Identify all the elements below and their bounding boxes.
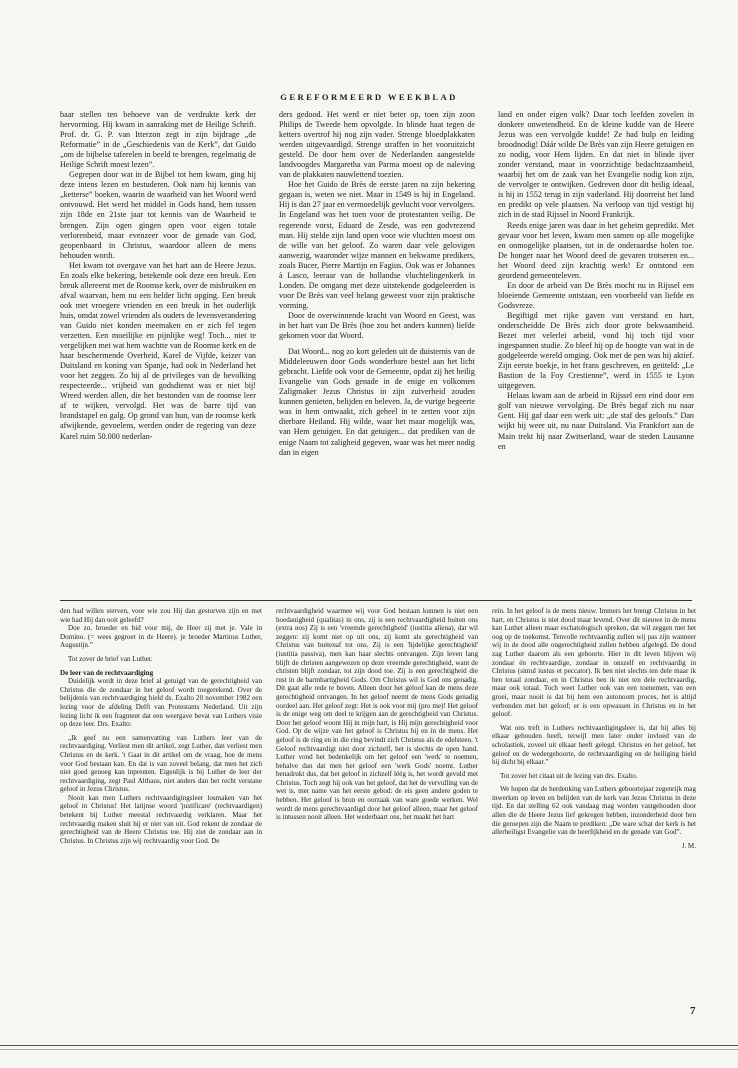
page-edge-line <box>0 1045 738 1046</box>
paragraph: Het kwam tot overgave van het hart aan de Heere Jezus. En zoals elke bekering, betekende ook deze een breuk. Een breuk allereerst met de Roomse kerk, over de misbruiken en afval waarvan, hem nu een helder licht opging. Een breuk ook met vroegere vrienden en een breuk in het ouderlijk huis, omdat zowel vrienden als ouders de levensverandering van Guido niet konden meemaken en er zich fel tegen verzetten. Een moeilijke en pijnlijke weg! Toch... niet te vergelijken met wat hem wachtte van de Roomse kerk en de haar beschermende Overheid, Karel de Vijfde, keizer van Duitsland en koning van Spanje, had ook in Nederland het voor het zeggen. Zo hij al de privileges van de bevolking respecteerde... vrijheid van godsdienst was er niet bij! Wreed werden allen, die het bestonden van de roomse leer af te wijken, vervolgd. Het was de barre tijd van brandstapel en galg. Op grond van hun, van de roomse kerk afwijkende, gevoelens, werden onder de regering van deze Karel ruim 50.000 nederlan- <box>60 260 256 441</box>
paragraph: rein. In het geloof is de mens nieuw. Immers het brengt Christus in het hart, en Christus is niet dood maar levend. Over dit nieuwe in de mens kan Luther alleen maar eschatologisch spreken, dat wil zeggen met het oog op de toekomst. Tenvolle rechtvaardig zullen wij pas zijn wanneer wij in de dood alle ongerechtigheid zullen hebben afgelegd. De dood zag Luther daarom als een geboorte. Hier in dit leven blijven wij zondaar én rechtvaardige, zondaar in onszelf en rechtvaardig in Christus (simul iustus et peccator). Ik ben niet slechts ten dele maar ik ben totaal zondaar, en in Christus ben ik niet ten dele rechtvaardig, maar ook totaal. Toch weet Luther ook van een toenemen, van een groei, maar nooit is dat bij hem een autonoom proces, het is altijd verbonden met het geloof; er is een opwassen in Christus en in het geloof. <box>492 607 696 719</box>
paragraph: ders gedood. Het werd er niet beter op, toen zijn zoon Philips de Tweede hem opvolgde. In blinde haat tegen de ketters overtrof hij nog zijn vader. Strenge bloedplakkaten werden uitgevaardigd. Strenge straffen in het vooruitzicht gesteld. De door hem over de Nederlanden aangestelde landvoogdes Margaretha van Parma moest op de naleving van de plakkaten nauwlettend toezien. <box>279 110 475 180</box>
paragraph: „Ik geef nu een samenvatting van Luthers leer van de rechtvaardiging. Verliest men dit artikel, zegt Luther, dan verliest men Christus en de kerk. 't Gaat in dit artikel om de vraag, hoe de mens voor God bestaan kan. En dat is van zoveel belang, dat men het zich niet goed genoeg kan inprenten. Eigenlijk is bij Luther de leer der rechtvaardiging, zegt Paul Althaus, niet anders dan het recht verstane geloof in Jezus Christus. <box>60 733 262 794</box>
masthead: GEREFORMEERD WEEKBLAD <box>280 92 458 102</box>
paragraph: Nooit kan men Luthers rechtvaardigingsleer losmaken van het geloof in Christus! Het latijnse woord 'justificare' (rechtvaardigen) betekent bij Luther meestal rechtvaardig verklaren. Maar het rechtvaardig maken sluit hij er niet van uit. God rekent de zondaar de gerechtigheid van de Heere Christus toe. Hij ziet de zondaar aan in Christus. In Christus zijn wij rechtvaardig voor God. De <box>60 793 262 845</box>
paragraph: We hopen dat de herdenking van Luthers geboortejaar zegenrijk mag inwerken op leven en belijden van de kerk van Jezus Christus in deze tijd. En dat stelling 62 ook vandaag mag worden vastgehouden door allen die de Heere Jezus lief gekregen hebben, inzonderheid door hen die geroepen zijn die Naam te prediken: „De ware schat der kerk is het allerheiligst Evangelie van de heerlijkheid en de genade van God”. <box>492 785 696 837</box>
section-divider <box>60 600 692 601</box>
paragraph: Begiftigd met rijke gaven van verstand en hart, onderscheidde De Brès zich door grote bekwaamheid. Bezet met velerlei arbeid, vond hij toch tijd voor ingespannen studie. Zo bleef hij op de hoogte van wat in de godgeleerde wereld omging. Ook met de pen was hij aktief. Zijn eerste boekje, in het frans geschreven, en getiteld: „Le Bastion de la Foy Crestienne”, werd in 1555 te Lyon uitgegeven. <box>498 310 694 391</box>
page-edge-line <box>0 1049 738 1050</box>
paragraph: den had willen sterven, voor wie zou Hij dan gestorven zijn en met wie had Hij dan ooit geleefd? <box>60 607 262 624</box>
bottom-column-3 <box>492 607 696 850</box>
paragraph: baar stellen ten behoeve van de verdrukte kerk der hervorming. Hij kwam in aanraking met de Heilige Schrift. Prof. dr. G. P. van Itterzon zegt in zijn bijdrage „de Reformatie” in de „Geschiedenis van de Kerk”, dat Guido „om de bijbelse taferelen in beeld te brengen, regelmatig de Heilige Schrift moest lezen”. <box>60 110 256 170</box>
paragraph: En door de arbeid van De Brès mocht nu in Rijssel een bloeiende Gemeente ontstaan, een voorbeeld van liefde en Godsvreze. <box>498 280 694 310</box>
top-column-2 <box>279 110 475 458</box>
paragraph: Reeds enige jaren was daar in het geheim gepredikt. Met gevaar voor het leven, kwam men samen op alle mogelijke en onmogelijke plaatsen, tot in de onderaardse holen toe. De honger naar het Woord deed de gevaren trotseren en... het Woord deed zijn krachtig werk! Er ontstond een geordend gemeenteleven. <box>498 220 694 280</box>
paragraph: rechtvaardigheid waarmee wij voor God bestaan kunnen is niet een hoedanigheid (qualitas) in ons, zij is een rechtvaardigheid buiten ons (extra nos) Zij is een 'vreemde gerechtigheid' (iustitia aliena), dat wil zeggen: zij komt niet op uit ons, zij komt als gerechtigheid van Christus van buitenaf tot ons. Zij is een 'lijdelijke gerechtigheid' (iustitia passiva), men kan haar slechts ontvangen. Zijn leven lang blijft de christen aangewezen op deze vreemde gerechtigheid, want de christen blijft zondaar, tot zijn dood toe. Zij is een gerechtigheid die rust in de barmhartigheid Gods. Om Christus wil is God ons genadig. Dit gaat alle rede te boven. Alleen door het geloof kan de mens deze gerechtigheid ontvangen. In het geloof neemt de mens Gods genadig oordeel aan. Het geloof zegt: Het is ook voor mij (pro me)! Het geloof is de enige weg om deel te krijgen aan de gerechtigheid van Christus. Door het geloof woont Hij in mijn hart, is Hij mijn gerechtigheid voor God. Op de wijze van het geloof is Christus bij en in de mens. Het geloof is de ring en in die ring bevindt zich Christus als de edelsteen. 't Geloof rechtvaardigt niet door zichzelf, het is slechts de open hand. Luther vond het bedenkelijk om het geloof een 'werk' te noemen, behalve dan dat men het geloof een 'werk Gods' noemt. Luther benadrukt dus, dat het geloof in zichzelf léég is, het wordt gevuld met Christus. Toch zegt hij ook van het geloof, dat het de vervulling van de wet is, met name van het eerste gebod: de eis geen andere goden te hebben. Het geloof is bron en oorzaak van ware goede werken. Wel wordt de mens gerechtvaardigd door het geloof alleen, maar het geloof is intussen nooit alleen. Het wederbaart ons, het maakt het hart <box>276 607 478 822</box>
top-article <box>60 110 694 596</box>
paragraph: Tot zover de brief van Luther. <box>68 654 153 663</box>
section-heading: De leer van de rechtvaardiging <box>60 668 154 677</box>
bottom-column-1 <box>60 607 262 845</box>
paragraph: Hoe het Guido de Brès de eerste jaren na zijn bekering gegaan is, weten we niet. Maar in 1549 is hij in Engeland. Hij is dan 27 jaar en vermoedelijk gevlucht voor vervolgers. In Engeland was het toen voor de protestanten veilig. De regerende vorst, Eduard de Zesde, was een godvrezend man. Hij stelde zijn land open voor wie vluchten moest om de wille van het geloof. Zo waren daar vele gelovigen aanwezig, waaronder wijze mannen en bekwame predikers, zoals Bucer, Pierre Martijn en Fagius. Ook was er Johannes à Lasco, leeraar van de hollandse vluchtelingenkerk in Londen. De omgang met deze uitstekende godgeleerden is voor De Brès van veel belang geweest voor zijn praktische vorming. <box>279 180 475 310</box>
bottom-article <box>60 607 696 1012</box>
paragraph: Door de overwinnende kracht van Woord en Geest, was in het hart van De Brès (hoe zou het anders kunnen) liefde gekomen voor dat Woord. <box>279 310 475 341</box>
paragraph: Wat ons treft in Luthers rechtvaardigingsleer is, dat hij alles bij elkaar gehouden heeft, terwijl men later onder invloed van de scholastiek, zoveel uit elkaar heeft gelegd. Christus en het geloof, het geloof en de wedergeboorte, de rechtvaardiging en de heiliging hield hij dicht bij elkaar.” <box>492 723 696 767</box>
paragraph: Dat Woord... nog zo kort geleden uit de duisternis van de Middeleeuwen door Gods wonderbare bestel aan het licht gebracht. Liefde ook voor de Gemeente, opdat zij het heilig Evangelie van Gods genade in de enige en volkomen Zaligmaker Jezus Christus in zijn zuiverheid zouden kunnen genieten, belijden en beleven. Ja, de vurige begeerte was in hem ontwaakt, zich geheel in te zetten voor zijn dierbare Heiland. Hij wilde, waar het maar mogelijk was, van Hem getuigen. En dat getuigen... dat prediken van de enige Naam tot zaligheid gegeven, waar was het meer nodig dan in eigen <box>279 347 475 457</box>
paragraph: Doe zo, broeder en bid voor mij, de Heer zij met je. Vale in Domino. (= wees gegroet in de Heere). je broeder Martinus Luther, Augustijn.” <box>60 624 262 650</box>
bottom-column-2 <box>276 607 478 822</box>
paragraph: Duidelijk wordt in deze brief al getuigd van de gerechtigheid van Christus die de zondaar in het geloof wordt toegerekend. Over de belijdenis van rechtvaardiging hield ds. Exalto 20 november 1982 een lezing voor de afdeling Delft van Protestants Nederland. Uit zijn lezing licht ik een fragment dat een weergave bevat van Luthers visie op deze leer. Drs. Exalto: <box>60 677 262 729</box>
paragraph: land en onder eigen volk? Daar toch leefden zovelen in donkere onwetendheid. En de kleine kudde van de Heere Jezus was een vervolgde kudde! Ze had hulp en leiding broodnodig! Dáár wilde De Brès van zijn Heere getuigen en zo nodig, voor Hem lijden. En dat niet in blinde ijver zonder verstand, maar in voorzichtige bedachtzaamheid, waarbij het om de zaak van het Evangelie nodig kon zijn, de vervolger te ontwijken. Gedreven door dit heilig ideaal, is hij in 1552 terug in zijn vaderland. Hij doorreist het land en predikt op vele plaatsen. Na verloop van tijd vestigt hij zich in de stad Rijssel in Noord Frankrijk. <box>498 110 694 220</box>
author-signature: J. M. <box>681 841 696 850</box>
top-column-3 <box>498 110 694 452</box>
paragraph: Helaas kwam aan de arbeid in Rijssel een eind door een golf van nieuwe vervolging. De Brès begaf zich nu naar Gent. Hij gaf daar een werk uit: „de staf des geloofs.” Dan wijkt hij weer uit, nu naar Duitsland. Via Frankfort aan de Main trekt hij naar Zwitserland, waar de steden Lausanne en <box>498 391 694 451</box>
paragraph: Gegrepen door wat in de Bijbel tot hem kwam, ging hij deze intens lezen en bestuderen. Ook nam hij kennis van „ketterse” boeken, waarin de waarheid van het Woord werd ontvouwd. Het werd het middel in Gods hand, hem tussen zijn 18de en 21ste jaar tot kennis van de Waarheid te brengen. Zijn ogen gingen open voor eigen totale verlorenheid, maar evenzeer voor de genade van God, geopenbaard in Christus, waardoor alleen de mens behouden wordt. <box>60 170 256 260</box>
page-number: 7 <box>690 1005 696 1017</box>
top-column-1 <box>60 110 256 442</box>
paragraph: Tot zover het citaat uit de lezing van drs. Exalto. <box>500 771 638 780</box>
